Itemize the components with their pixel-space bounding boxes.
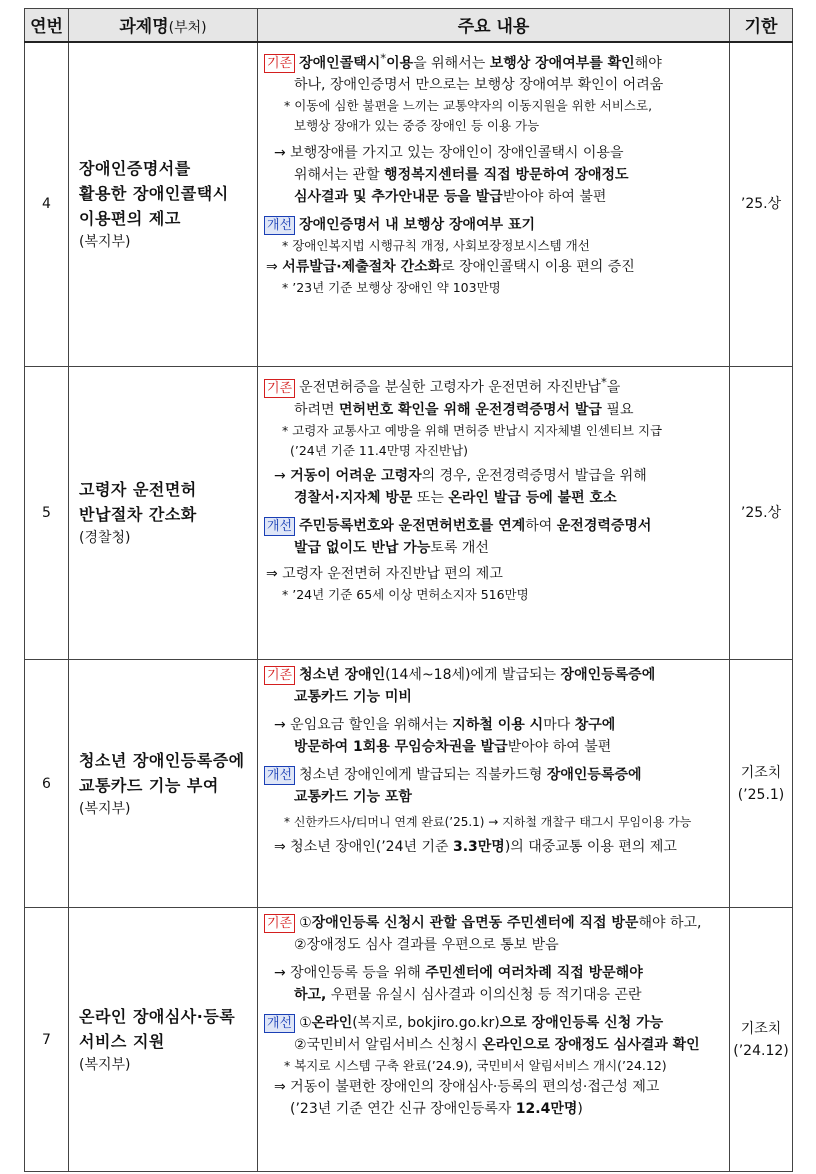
badge-before: 기존 bbox=[264, 666, 295, 685]
header-deadline: 기한 bbox=[730, 9, 793, 42]
header-topic: 과제명(부처) bbox=[69, 9, 258, 42]
task-title: 청소년 장애인등록증에 교통카드 기능 부여 (복지부) bbox=[69, 660, 258, 908]
badge-before: 기존 bbox=[264, 914, 295, 933]
deadline: ’25.상 bbox=[730, 42, 793, 367]
badge-after: 개선 bbox=[264, 216, 295, 235]
table-row bbox=[25, 908, 793, 1172]
department: (경찰청) bbox=[79, 530, 131, 546]
department: (복지부) bbox=[79, 1056, 131, 1073]
badge-after: 개선 bbox=[264, 517, 295, 536]
row-number: 4 bbox=[25, 42, 69, 367]
department: (복지부) bbox=[79, 233, 131, 250]
table-row bbox=[25, 367, 793, 660]
deadline: 기조치 (’25.1) bbox=[730, 660, 793, 908]
row-number: 5 bbox=[25, 367, 69, 660]
task-table bbox=[24, 8, 793, 1172]
table-header-row bbox=[25, 9, 793, 42]
badge-after: 개선 bbox=[264, 1014, 295, 1033]
task-content: 기존 ①장애인등록 신청시 관할 읍면동 주민센터에 직접 방문해야 하고, ②장애정도 심사 결과를 우편으로 통보 받음 → 장애인등록 등을 위해 주민센터에 여러차례 직접 방문해야 하고, 우편물 유실시 심사결과 이의신청 등 적기대응 곤란 개선 ①온라인(복지로, bokjiro.go.kr)으로 장애인등록 신청 가능 ②국민비서 알림서비스 신청시 온라인으로 장애정도 심사결과 확인 * 복지로 시스템 구축 완료(’24.9), 국민비서 알림서비스 개시(’24.12) ⇒ 거동이 불편한 장애인의 장애심사·등록의 편의성·접근성 제고 (’23년 기준 연간 신규 장애인등록자 12.4만명) bbox=[258, 908, 730, 1172]
department: (복지부) bbox=[79, 800, 131, 817]
row-number: 7 bbox=[25, 908, 69, 1172]
task-title: 온라인 장애심사·등록 서비스 지원 (복지부) bbox=[69, 908, 258, 1172]
task-title: 장애인증명서를 활용한 장애인콜택시 이용편의 제고 (복지부) bbox=[69, 42, 258, 367]
table-row bbox=[25, 42, 793, 367]
row-number: 6 bbox=[25, 660, 69, 908]
table-row bbox=[25, 660, 793, 908]
deadline: 기조치 (’24.12) bbox=[730, 908, 793, 1172]
task-content: 기존 장애인콜택시*이용을 위해서는 보행상 장애여부를 확인해야 하나, 장애인증명서 만으로는 보행상 장애여부 확인이 어려움 * 이동에 심한 불편을 느끼는 교통약자의 이동지원을 위한 서비스로, 보행상 장애가 있는 중증 장애인 등 이용 가능 → 보행장애를 가지고 있는 장애인이 장애인콜택시 이용을 위해서는 관할 행정복지센터를 직접 방문하여 장애정도 심사결과 및 추가안내문 등을 발급받아야 하여 불편 개선 장애인증명서 내 보행상 장애여부 표기 * 장애인복지법 시행규칙 개정, 사회보장정보시스템 개선 ⇒ 서류발급·제출절차 간소화로 장애인콜택시 이용 편의 증진 * ’23년 기준 보행상 장애인 약 103만명 bbox=[258, 42, 730, 367]
badge-before: 기존 bbox=[264, 379, 295, 398]
task-content: 기존 청소년 장애인(14세~18세)에게 발급되는 장애인등록증에 교통카드 기능 미비 → 운임요금 할인을 위해서는 지하철 이용 시마다 창구에 방문하여 1회용 무임승차권을 발급받아야 하여 불편 개선 청소년 장애인에게 발급되는 직불카드형 장애인등록증에 교통카드 기능 포함 * 신한카드사/티머니 연계 완료(’25.1) → 지하철 개찰구 태그시 무임이용 가능 ⇒ 청소년 장애인(’24년 기준 3.3만명)의 대중교통 이용 편의 제고 bbox=[258, 660, 730, 908]
badge-after: 개선 bbox=[264, 766, 295, 785]
task-content: 기존 운전면허증을 분실한 고령자가 운전면허 자진반납*을 하려면 면허번호 확인을 위해 운전경력증명서 발급 필요 * 고령자 교통사고 예방을 위해 면허증 반납시 지자체별 인센티브 지급 (’24년 기준 11.4만명 자진반납) → 거동이 어려운 고령자의 경우, 운전경력증명서 발급을 위해 경찰서·지자체 방문 또는 온라인 발급 등에 불편 호소 개선 주민등록번호와 운전면허번호를 연계하여 운전경력증명서 발급 없이도 반납 가능토록 개선 ⇒ 고령자 운전면허 자진반납 편의 제고 * ’24년 기준 65세 이상 면허소지자 516만명 bbox=[258, 367, 730, 660]
header-no: 연번 bbox=[25, 9, 69, 42]
badge-before: 기존 bbox=[264, 54, 295, 73]
header-content: 주요 내용 bbox=[258, 9, 730, 42]
task-title: 고령자 운전면허 반납절차 간소화 (경찰청) bbox=[69, 367, 258, 660]
deadline: ’25.상 bbox=[730, 367, 793, 660]
